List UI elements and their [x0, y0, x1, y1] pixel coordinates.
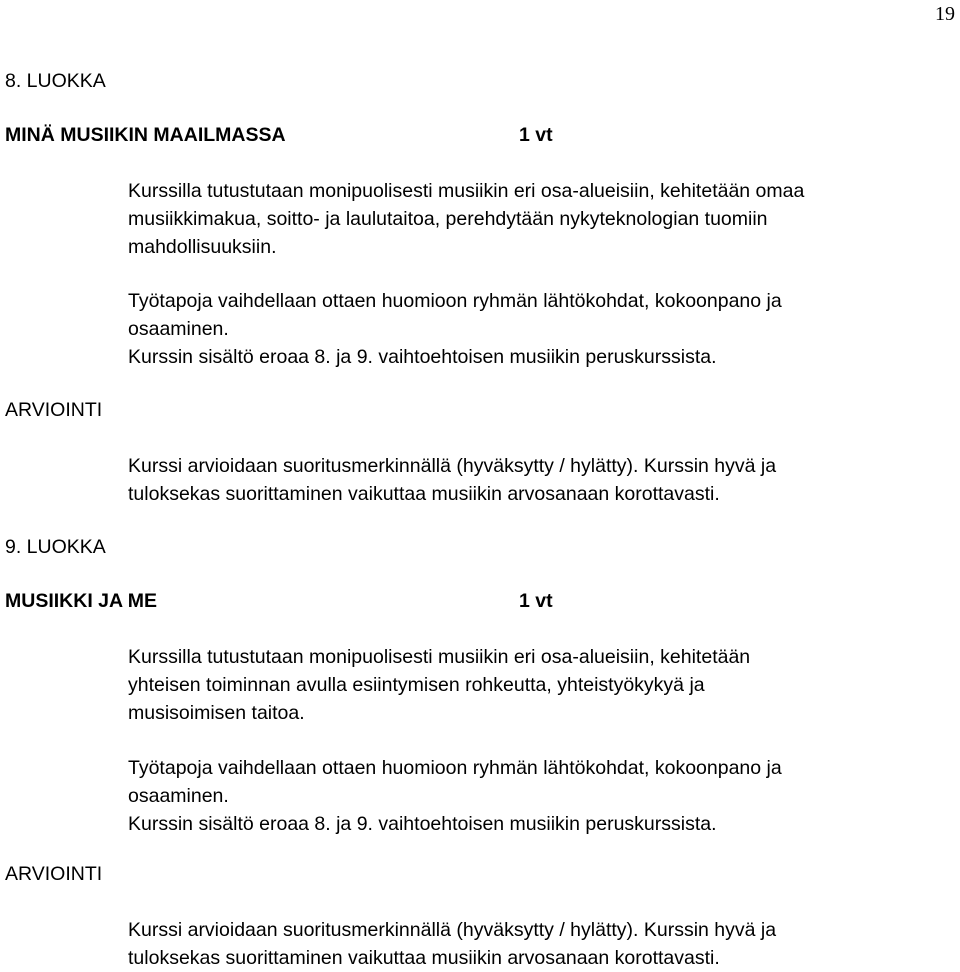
course-credits: 1 vt [519, 124, 553, 146]
course-title: MUSIIKKI JA ME [5, 590, 158, 612]
course-title: MINÄ MUSIIKIN MAAILMASSA [5, 124, 286, 146]
assessment-heading: ARVIOINTI [5, 399, 103, 421]
text-line: osaaminen. [128, 318, 229, 340]
course-methods [128, 287, 782, 371]
text-line: musiikkimakua, soitto- ja laulutaitoa, perehdytään nykyteknologian tuomiin [128, 208, 768, 230]
text-line: tuloksekas suorittaminen vaikuttaa musiikin arvosanaan korottavasti. [128, 483, 720, 505]
text-line: Kurssi arvioidaan suoritusmerkinnällä (hyväksytty / hylätty). Kurssin hyvä ja [128, 919, 777, 941]
assessment-text [128, 452, 776, 508]
page-number: 19 [935, 3, 955, 25]
course-description [128, 643, 750, 727]
text-line: musisoimisen taitoa. [128, 702, 305, 724]
text-line: mahdollisuuksiin. [128, 236, 277, 258]
text-line: Kurssilla tutustutaan monipuolisesti musiikin eri osa-alueisiin, kehitetään [128, 646, 751, 668]
text-line: yhteisen toiminnan avulla esiintymisen rohkeutta, yhteistyökykyä ja [128, 674, 705, 696]
text-line: Työtapoja vaihdellaan ottaen huomioon ryhmän lähtökohdat, kokoonpano ja [128, 290, 782, 312]
course-credits: 1 vt [519, 590, 553, 612]
assessment-heading: ARVIOINTI [5, 863, 103, 885]
assessment-text [128, 916, 776, 972]
grade-heading: 8. LUOKKA [5, 70, 106, 92]
text-line: Kurssin sisältö eroaa 8. ja 9. vaihtoehtoisen musiikin peruskurssista. [128, 346, 717, 368]
text-line: Kurssilla tutustutaan monipuolisesti musiikin eri osa-alueisiin, kehitetään omaa [128, 180, 805, 202]
text-line: osaaminen. [128, 785, 229, 807]
text-line: Kurssin sisältö eroaa 8. ja 9. vaihtoehtoisen musiikin peruskurssista. [128, 813, 717, 835]
text-line: Työtapoja vaihdellaan ottaen huomioon ryhmän lähtökohdat, kokoonpano ja [128, 757, 782, 779]
course-methods [128, 754, 782, 838]
course-description [128, 177, 804, 261]
text-line: Kurssi arvioidaan suoritusmerkinnällä (hyväksytty / hylätty). Kurssin hyvä ja [128, 455, 777, 477]
text-line: tuloksekas suorittaminen vaikuttaa musiikin arvosanaan korottavasti. [128, 947, 720, 969]
grade-heading: 9. LUOKKA [5, 536, 106, 558]
